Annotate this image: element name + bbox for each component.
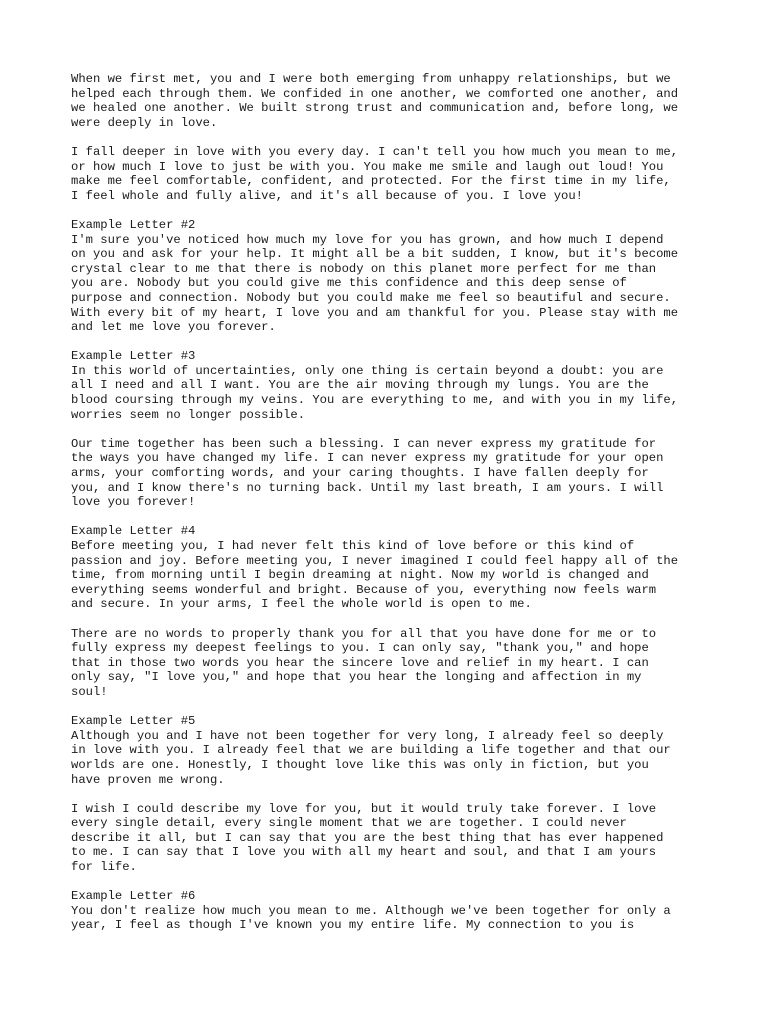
text-line: Before meeting you, I had never felt this kind of love before or this kind of [71, 539, 635, 553]
paragraph [71, 714, 711, 787]
paragraph [71, 802, 711, 875]
text-line: I feel whole and fully alive, and it's all because of you. I love you! [71, 188, 583, 203]
text-line: only say, "I love you," and hope that you hear the longing and affection in my [71, 670, 642, 685]
paragraph [71, 524, 711, 612]
letter-heading: Example Letter #2 [71, 217, 196, 232]
paragraph [71, 627, 711, 700]
letter-heading: Example Letter #5 [71, 714, 196, 729]
letter-heading: Example Letter #3 [71, 349, 196, 364]
text-line: for life. [71, 860, 137, 875]
text-line: purpose and connection. Nobody but you could make me feel so beautiful and secure. [71, 290, 671, 305]
letter-heading: Example Letter #4 [71, 524, 196, 539]
text-line: I wish I could describe my love for you, but it would truly take forever. I love [71, 801, 657, 816]
text-line: fully express my deepest feelings to you. I can only say, "thank you," and hope [71, 641, 649, 656]
text-line: time, from morning until I begin dreaming at night. Now my world is changed and [71, 568, 649, 583]
text-line: and secure. In your arms, I feel the whole world is open to me. [71, 597, 532, 612]
text-line: every single detail, every single moment that we are together. I could never [71, 816, 627, 831]
text-line: soul! [71, 684, 108, 699]
text-line: arms, your comforting words, and your caring thoughts. I have fallen deeply for [71, 466, 649, 481]
text-line: or how much I love to just be with you. You make me smile and laugh out loud! You [71, 159, 664, 174]
document-page [71, 72, 711, 948]
text-line: that in those two words you hear the sincere love and relief in my heart. I can [71, 655, 649, 670]
text-line: With every bit of my heart, I love you and am thankful for you. Please stay with me [71, 305, 679, 320]
paragraph [71, 889, 711, 933]
text-line: on you and ask for your help. It might all be a bit sudden, I know, but it's become [71, 247, 679, 262]
text-line: love you forever! [71, 495, 196, 510]
text-line: were deeply in love. [71, 115, 218, 130]
text-line: helped each through them. We confided in one another, we comforted one another, and [71, 86, 679, 101]
text-line: blood coursing through my veins. You are everything to me, and with you in my life, [71, 393, 679, 408]
text-line: you, and I know there's no turning back. Until my last breath, I am yours. I will [71, 480, 664, 495]
text-line: In this world of uncertainties, only one thing is certain beyond a doubt: you are [71, 363, 664, 378]
text-line: passion and joy. Before meeting you, I never imagined I could feel happy all of the [71, 553, 679, 568]
text-line: we healed one another. We built strong trust and communication and, before long, we [71, 101, 679, 116]
paragraph [71, 218, 711, 335]
text-line: When we first met, you and I were both emerging from unhappy relationships, but we [71, 72, 671, 86]
paragraph [71, 437, 711, 510]
text-line: I fall deeper in love with you every day. I can't tell you how much you mean to me, [71, 144, 679, 159]
paragraph [71, 72, 711, 130]
text-line: You don't realize how much you mean to me. Although we've been together for only a [71, 903, 671, 918]
text-line: There are no words to properly thank you for all that you have done for me or to [71, 626, 657, 641]
paragraph [71, 145, 711, 203]
text-line: Our time together has been such a blessing. I can never express my gratitude for [71, 436, 657, 451]
letter-heading: Example Letter #6 [71, 889, 196, 904]
text-line: make me feel comfortable, confident, and protected. For the first time in my life, [71, 174, 671, 189]
text-line: in love with you. I already feel that we are building a life together and that our [71, 743, 671, 758]
text-line: everything seems wonderful and bright. Because of you, everything now feels warm [71, 582, 657, 597]
text-line: I'm sure you've noticed how much my love for you has grown, and how much I depend [71, 232, 664, 247]
text-line: worlds are one. Honestly, I thought love like this was only in fiction, but you [71, 757, 649, 772]
text-line: the ways you have changed my life. I can never express my gratitude for your open [71, 451, 664, 466]
text-line: you are. Nobody but you could give me this confidence and this deep sense of [71, 276, 627, 291]
text-line: and let me love you forever. [71, 320, 276, 335]
text-line: have proven me wrong. [71, 772, 225, 787]
text-line: all I need and all I want. You are the air moving through my lungs. You are the [71, 378, 649, 393]
text-line: worries seem no longer possible. [71, 407, 306, 422]
text-line: Although you and I have not been together for very long, I already feel so deeply [71, 728, 664, 743]
text-line: to me. I can say that I love you with all my heart and soul, and that I am yours [71, 845, 657, 860]
text-line: year, I feel as though I've known you my entire life. My connection to you is [71, 918, 635, 933]
text-line: crystal clear to me that there is nobody on this planet more perfect for me than [71, 261, 657, 276]
text-line: describe it all, but I can say that you are the best thing that has ever happened [71, 830, 664, 845]
paragraph [71, 349, 711, 422]
